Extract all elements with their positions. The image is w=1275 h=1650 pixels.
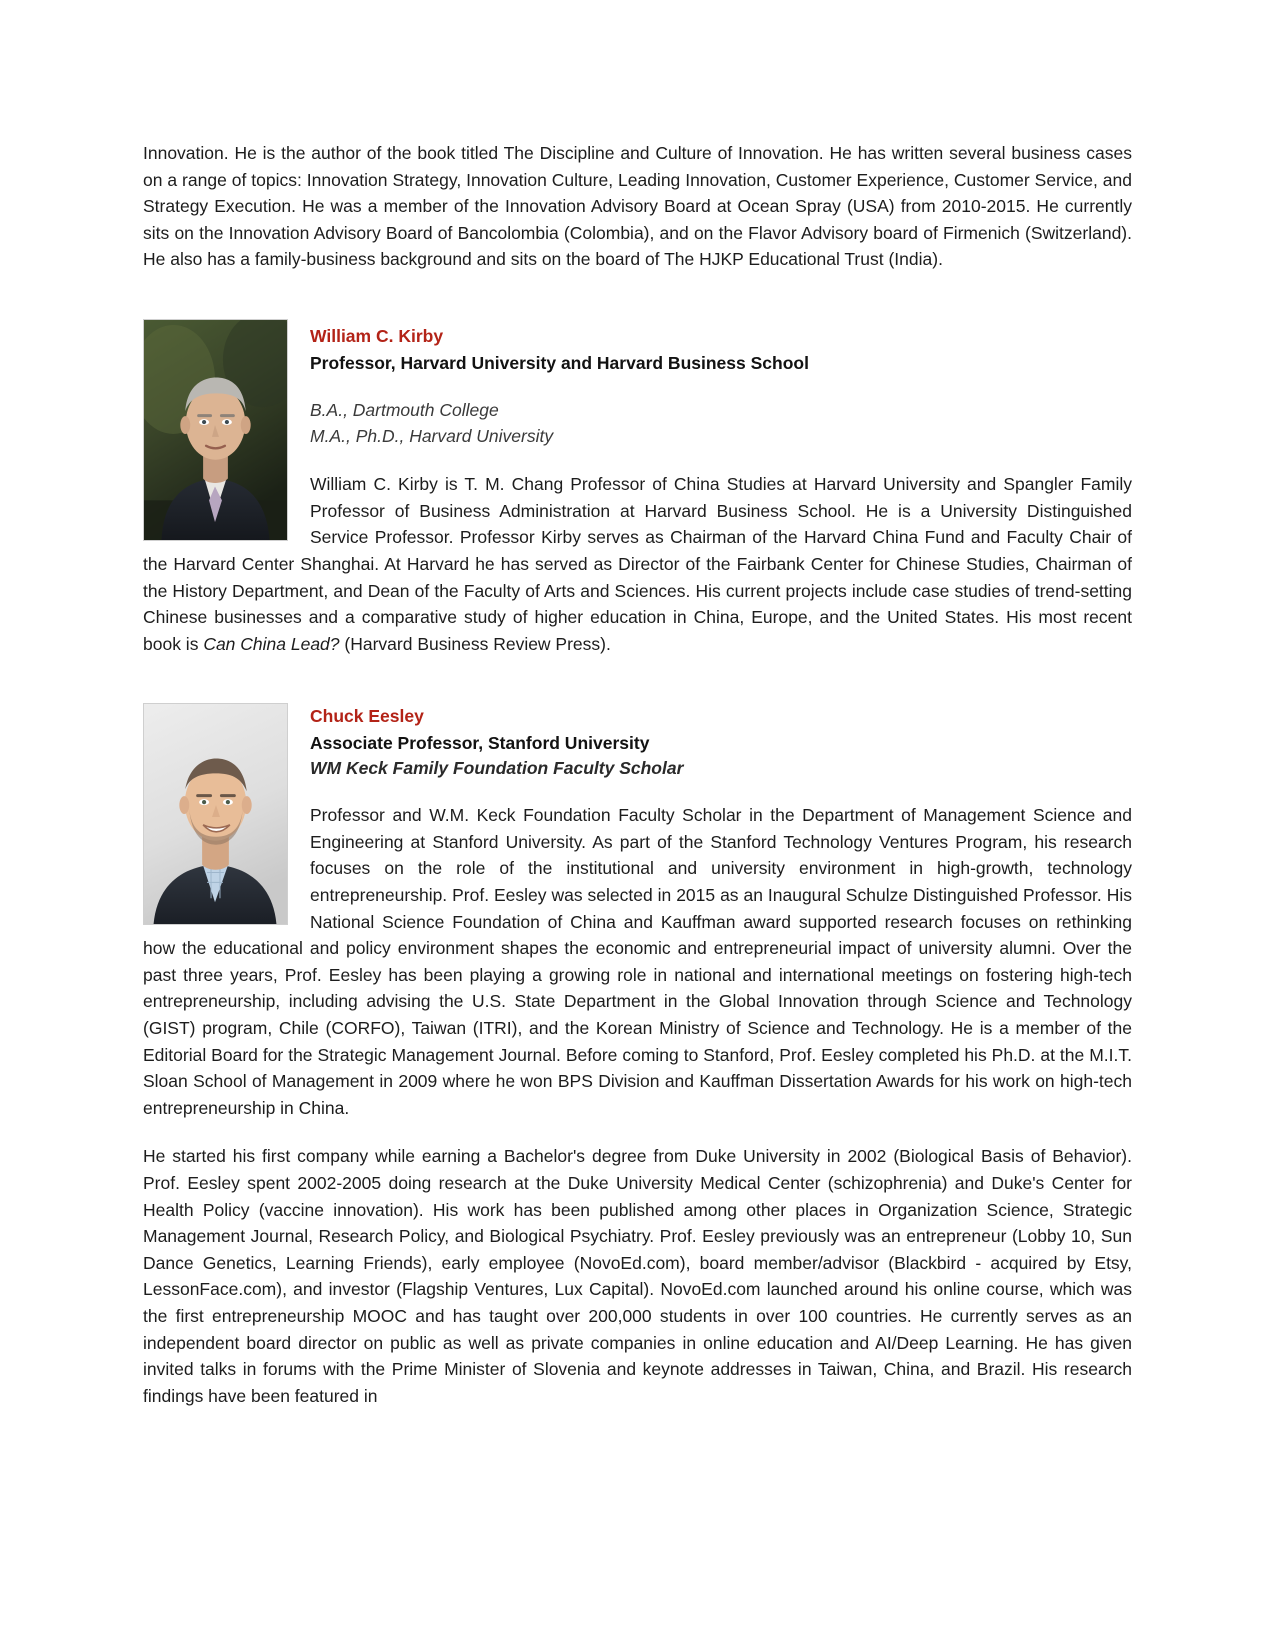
bio-body-kirby [143,471,1132,657]
bio-name: William C. Kirby [310,325,444,346]
bio-title: Associate Professor, Stanford University [310,733,650,754]
bio-header-eesley [143,703,1132,1121]
bio-name: Chuck Eesley [310,706,424,727]
bio-subtitle: WM Keck Family Foundation Faculty Scholar [310,758,684,779]
bio-body-part2: (Harvard Business Review Press). [339,633,611,654]
bio-body-part1: William C. Kirby is T. M. Chang Professor of China Studies at Harvard University and Spangler Family Professor of Business Administration at Harvard Business School. He is a University Distinguished Service Professor. Professor Kirby serves as Chairman of the Harvard China Fund and Faculty Chair of the Harvard Center Shanghai. At Harvard he has served as Director of the Fairbank Center for Chinese Studies, Chairman of the History Department, and Dean of the Faculty of Arts and Sciences. His current projects include case studies of trend-setting Chinese businesses and a comparative study of higher education in China, Europe, and the United States. His most recent book is [143,474,1132,654]
intro-paragraph: Innovation. He is the author of the book titled The Discipline and Culture of Innovation. He has written several business cases on a range of topics: Innovation Strategy, Innovation Culture, Leading Innovation, Customer Experience, Customer Service, and Strategy Execution. He was a member of the Innovation Advisory Board at Ocean Spray (USA) from 2010-2015. He currently sits on the Innovation Advisory Board of Bancolombia (Colombia), and on the Flavor Advisory board of Firmenich (Switzerland). He also has a family-business background and sits on the board of The HJKP Educational Trust (India). [143,143,1132,270]
portrait-william-kirby [143,319,288,541]
bio-education-line-2: M.A., Ph.D., Harvard University [310,425,554,446]
bio-block-kirby [143,319,1132,657]
bio-education-line-1: B.A., Dartmouth College [310,399,499,420]
bio-body-eesley-part2: He started his first company while earning a Bachelor's degree from Duke University in 2002 (Biological Basis of Behavior). Prof. Eesley spent 2002-2005 doing research at the Duke University Medical Center (schizophrenia) and Duke's Center for Health Policy (vaccine innovation). His work has been published among other places in Organization Science, Strategic Management Journal, Research Policy, and Biological Psychiatry. Prof. Eesley previously was an entrepreneur (Lobby 10, Sun Dance Genetics, Learning Friends), early employee (NovoEd.com), board member/advisor (Blackbird - acquired by Etsy, LessonFace.com), and investor (Flagship Ventures, Lux Capital). NovoEd.com launched around his online course, which was the first entrepreneurship MOOC and has taught over 200,000 students in over 100 countries. He currently serves as an independent board director on public as well as private companies in online education and AI/Deep Learning. He has given invited talks in forums with the Prime Minister of Slovenia and keynote addresses in Taiwan, China, and Brazil. His research findings have been featured in [143,1146,1132,1406]
portrait-chuck-eesley [143,703,288,925]
bio-body-book-title: Can China Lead? [203,633,340,654]
bio-title: Professor, Harvard University and Harvard Business School [310,352,809,373]
bio-header-kirby [143,319,1132,657]
bio-block-eesley [143,703,1132,1121]
bio-body-eesley-part1: Professor and W.M. Keck Foundation Faculty Scholar in the Department of Management Science and Engineering at Stanford University. As part of the Stanford Technology Ventures Program, his research focuses on the role of the institutional and university environment in high-growth, technology entrepreneurship. Prof. Eesley was selected in 2015 as an Inaugural Schulze Distinguished Professor. His National Science Foundation of China and Kauffman award supported research focuses on rethinking how the educational and policy environment shapes the economic and entrepreneurial impact of university alumni. Over the past three years, Prof. Eesley has been playing a growing role in national and international meetings on fostering high-tech entrepreneurship, including advising the U.S. State Department in the Global Innovation through Science and Technology (GIST) program, Chile (CORFO), Taiwan (ITRI), and the Korean Ministry of Science and Technology. He is a member of the Editorial Board for the Strategic Management Journal. Before coming to Stanford, Prof. Eesley completed his Ph.D. at the M.I.T. Sloan School of Management in 2009 where he won BPS Division and Kauffman Dissertation Awards for his work on high-tech entrepreneurship in China. [143,805,1132,1118]
bio-education [143,397,1132,450]
